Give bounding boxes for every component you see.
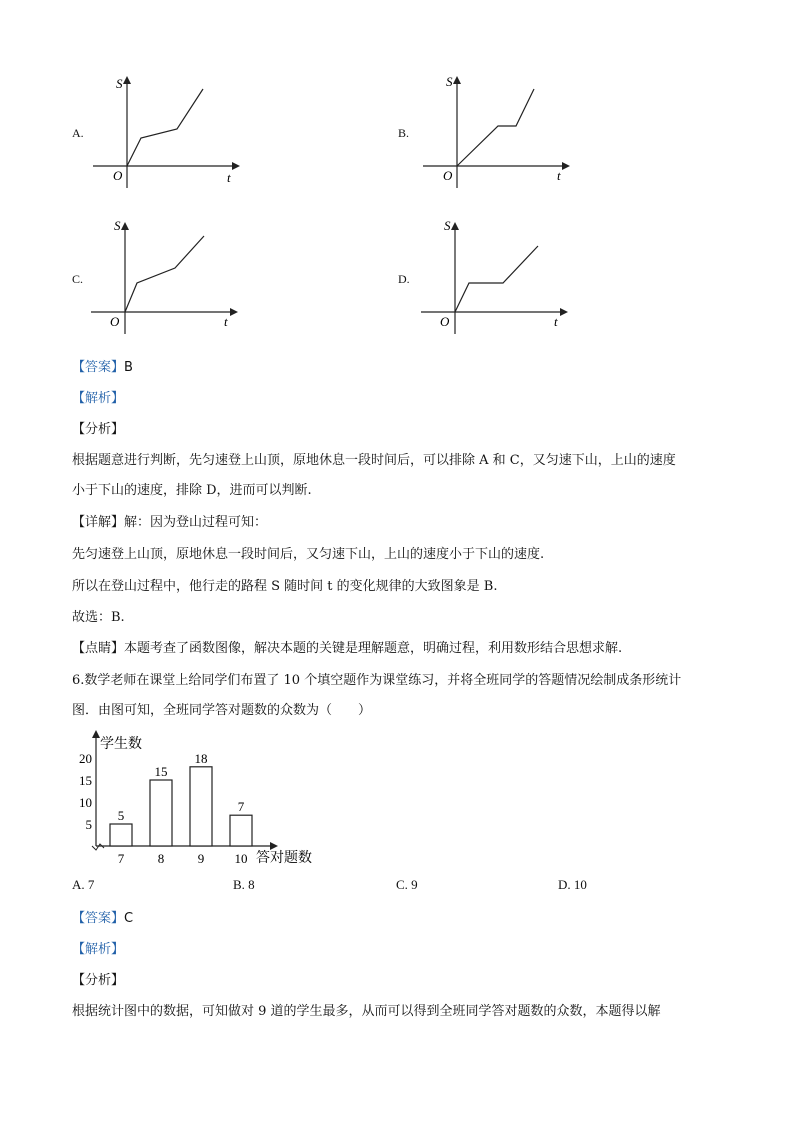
x-tick-label: 7: [117, 851, 125, 866]
origin-label: O: [443, 168, 453, 183]
bar: [190, 767, 212, 846]
q5-xiangjie-line-2: 先匀速登上山顶，原地休息一段时间后，又匀速下山，上山的速度小于下山的速度.: [72, 547, 545, 562]
graph-option-a: [88, 70, 248, 190]
q5-jiexi-tag: 【解析】: [72, 391, 125, 406]
option-a-label: A.: [72, 126, 84, 140]
q6-answer: [72, 909, 133, 929]
y-axis-title: 学生数: [100, 737, 142, 752]
graph-option-c: [86, 216, 246, 336]
choice-b: B. 8: [233, 877, 255, 892]
x-tick-label: 10: [234, 851, 248, 866]
bar-value-label: 15: [154, 764, 168, 779]
q6-fenxi-tag: 【分析】: [72, 973, 125, 988]
q5-fenxi-line-1: 根据题意进行判断，先匀速登上山顶，原地休息一段时间后，可以排除 A 和 C，又匀速下山，上山的速度: [72, 453, 676, 468]
answer-tag: 【答案】: [72, 911, 125, 926]
choice-a: A. 7: [72, 877, 95, 892]
q6-jiexi-tag: 【解析】: [72, 942, 125, 957]
y-axis-arrow: [92, 730, 100, 738]
bar-value-label: 18: [194, 750, 208, 766]
q5-dianjing: [72, 639, 622, 659]
q6-fenxi-line-1: 根据统计图中的数据，可知做对 9 道的学生最多，从而可以得到全班同学答对题数的众数，本题得以解: [72, 1004, 661, 1019]
x-axis-arrow: [270, 842, 278, 850]
graph-option-b: [418, 70, 578, 190]
dianjing-tag: 【点睛】: [72, 641, 125, 656]
xiangjie-line-1: 解：因为登山过程可知：: [124, 515, 268, 530]
bar-chart: [70, 728, 330, 870]
y-tick-label: 10: [79, 795, 92, 810]
q5-xiangjie-line-3: 所以在登山过程中，他行走的路程 S 随时间 t 的变化规律的大致图象是 B.: [72, 579, 498, 594]
option-b-label: B.: [398, 126, 410, 140]
axis-x-label: t: [227, 170, 231, 185]
q5-answer: [72, 358, 133, 378]
axis-y-label: S: [446, 74, 453, 89]
axis-x-label: t: [224, 314, 228, 329]
x-tick-label: 8: [157, 851, 165, 866]
bar: [110, 824, 132, 846]
axis-x-label: t: [557, 168, 561, 183]
axis-break: [92, 844, 104, 850]
origin-label: O: [113, 168, 123, 183]
y-tick-label: 5: [85, 817, 92, 832]
answer-tag: 【答案】: [72, 360, 125, 375]
axis-y-label: S: [444, 218, 451, 233]
q5-xiangjie-line-4: 故选：B.: [72, 610, 125, 625]
q5-xiangjie: [72, 513, 267, 533]
x-tick-label: 9: [197, 851, 205, 866]
option-c-label: C.: [72, 272, 84, 286]
answer-value: B: [124, 360, 133, 375]
y-tick-label: 15: [79, 773, 92, 788]
axis-y-label: S: [114, 218, 121, 233]
graph-option-d: [416, 216, 576, 336]
q5-fenxi-tag: 【分析】: [72, 422, 125, 437]
y-tick-label: 20: [79, 751, 92, 766]
answer-value: C: [124, 911, 134, 926]
q6-stem-line-2: 图．由图可知，全班同学答对题数的众数为（ ）: [72, 703, 372, 718]
axis-x-label: t: [554, 314, 558, 329]
dianjing-text: 本题考查了函数图像，解决本题的关键是理解题意，明确过程，利用数形结合思想求解.: [124, 641, 623, 656]
q6-stem-line-1: 6.数学老师在课堂上给同学们布置了 10 个填空题作为课堂练习，并将全班同学的答题情况绘制成条形统计: [72, 673, 682, 688]
origin-label: O: [440, 314, 450, 329]
option-d-label: D.: [398, 272, 410, 286]
choice-c: C. 9: [396, 877, 418, 892]
xiangjie-tag: 【详解】: [72, 515, 125, 530]
bar: [150, 780, 172, 846]
bar-value-label: 7: [237, 799, 245, 815]
x-axis-title: 答对题数: [256, 851, 312, 866]
bar-value-label: 5: [117, 808, 125, 823]
q5-fenxi-line-2: 小于下山的速度，排除 D，进而可以判断.: [72, 483, 312, 498]
bar: [230, 815, 252, 846]
origin-label: O: [110, 314, 120, 329]
axis-y-label: S: [116, 76, 123, 91]
choice-d: D. 10: [558, 877, 587, 892]
